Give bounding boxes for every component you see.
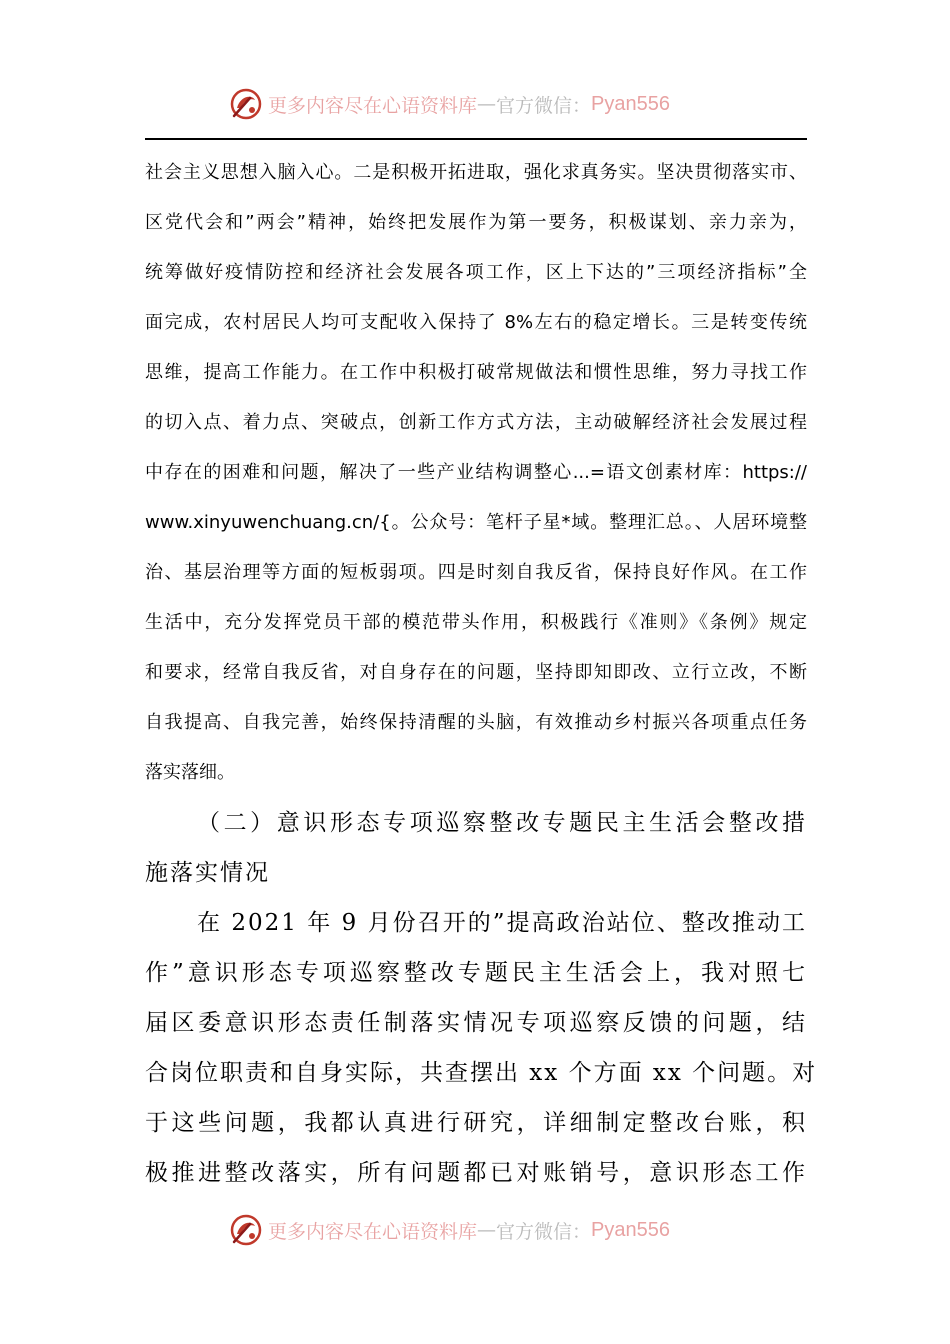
section-heading-continued: 施落实情况 bbox=[145, 860, 270, 886]
banner-main-text: 更多内容尽在心语资料库 bbox=[268, 1220, 478, 1243]
body-line: 面完成，农村居民人均可支配收入保持了 8%左右的稳定增长。三是转变传统 bbox=[145, 312, 807, 333]
banner-wechat-id: Pyan556 bbox=[591, 92, 670, 115]
section-paragraph-line: 于这些问题，我都认真进行研究，详细制定整改台账，积 bbox=[145, 1110, 807, 1136]
banner-separator: — bbox=[477, 93, 497, 115]
body-line: 中存在的困难和问题，解决了一些产业结构调整心...=语文创素材库：https:// bbox=[145, 462, 807, 483]
body-line: 和要求，经常自我反省，对自身存在的问题，坚持即知即改、立行立改，不断 bbox=[145, 662, 807, 683]
header-divider bbox=[145, 138, 807, 140]
brand-logo-icon bbox=[228, 1212, 264, 1248]
body-line: 落实落细。 bbox=[145, 762, 235, 783]
body-line: 社会主义思想入脑入心。二是积极开拓进取，强化求真务实。坚决贯彻落实市、 bbox=[145, 162, 807, 183]
banner-wechat-id: Pyan556 bbox=[591, 1218, 670, 1241]
banner-wechat-label: 官方微信： bbox=[496, 1220, 592, 1243]
body-line: 统筹做好疫情防控和经济社会发展各项工作，区上下达的”三项经济指标”全 bbox=[145, 262, 807, 283]
body-line: 治、基层治理等方面的短板弱项。四是时刻自我反省，保持良好作风。在工作 bbox=[145, 562, 807, 583]
section-paragraph-line: 在 2021 年 9 月份召开的”提高政治站位、整改推动工 bbox=[197, 910, 807, 936]
banner-separator: — bbox=[477, 1219, 497, 1241]
section-heading: （二）意识形态专项巡察整改专题民主生活会整改措 bbox=[197, 810, 807, 836]
body-line: 生活中，充分发挥党员干部的模范带头作用，积极践行《准则》《条例》规定 bbox=[145, 612, 807, 633]
header-banner bbox=[228, 84, 788, 124]
footer-banner bbox=[228, 1210, 788, 1250]
section-paragraph-line: 届区委意识形态责任制落实情况专项巡察反馈的问题，结 bbox=[145, 1010, 807, 1036]
section-paragraph-line: 合岗位职责和自身实际，共查摆出 xx 个方面 xx 个问题。对 bbox=[145, 1060, 818, 1086]
section-paragraph-line: 极推进整改落实，所有问题都已对账销号，意识形态工作 bbox=[145, 1160, 807, 1186]
body-line: 区党代会和”两会”精神，始终把发展作为第一要务，积极谋划、亲力亲为， bbox=[145, 212, 807, 233]
body-line: 自我提高、自我完善，始终保持清醒的头脑，有效推动乡村振兴各项重点任务 bbox=[145, 712, 807, 733]
banner-wechat-label: 官方微信： bbox=[496, 94, 592, 117]
body-line: www.xinyuwenchuang.cn/{。公众号：笔杆子星*域。整理汇总。、人居环境整 bbox=[145, 512, 807, 533]
body-line: 的切入点、着力点、突破点，创新工作方式方法，主动破解经济社会发展过程 bbox=[145, 412, 807, 433]
body-line: 思维，提高工作能力。在工作中积极打破常规做法和惯性思维，努力寻找工作 bbox=[145, 362, 807, 383]
banner-main-text: 更多内容尽在心语资料库 bbox=[268, 94, 478, 117]
document-body bbox=[145, 148, 818, 1198]
section-paragraph-line: 作”意识形态专项巡察整改专题民主生活会上，我对照七 bbox=[145, 960, 807, 986]
brand-logo-icon bbox=[228, 86, 264, 122]
